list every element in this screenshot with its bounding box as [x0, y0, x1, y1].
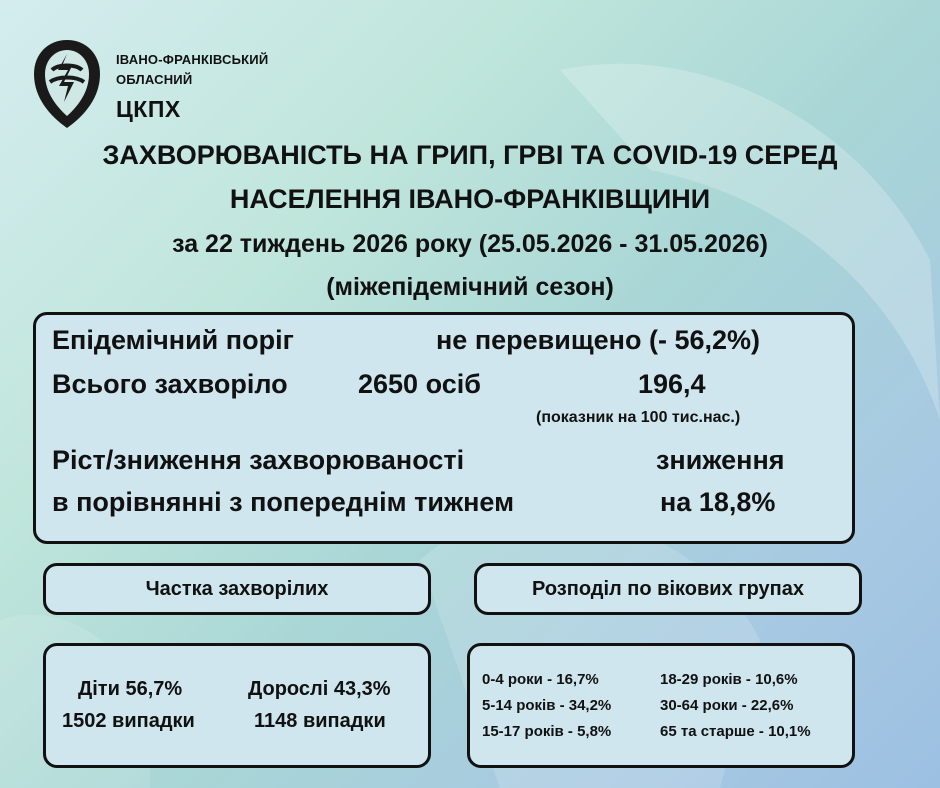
adults-cases: 1148 випадки [254, 710, 386, 732]
rate-note: (показник на 100 тис.нас.) [536, 409, 741, 426]
ages-header: Розподіл по вікових групах [474, 563, 862, 615]
age-group-15-17: 15-17 років - 5,8% [482, 723, 612, 740]
trend-value-2: на 18,8% [660, 487, 776, 517]
summary-panel [33, 312, 855, 544]
age-group-30-64: 30-64 роки - 22,6% [660, 697, 794, 714]
trend-label-2: в порівнянні з попереднім тижнем [52, 487, 515, 517]
logo-icon [28, 36, 106, 132]
children-cases: 1502 випадки [62, 710, 195, 732]
share-panel [43, 643, 431, 768]
adults-pct: Дорослі 43,3% [248, 678, 391, 700]
org-line-2: ОБЛАСНИЙ [116, 72, 193, 87]
trend-label-1: Ріст/зниження захворюваності [52, 445, 465, 475]
age-group-0-4: 0-4 роки - 16,7% [482, 671, 599, 688]
age-group-18-29: 18-29 років - 10,6% [660, 671, 798, 688]
age-group-5-14: 5-14 років - 34,2% [482, 697, 612, 714]
org-line-3: ЦКПХ [116, 96, 181, 122]
org-line-1: ІВАНО-ФРАНКІВСЬКИЙ [116, 52, 269, 67]
trend-value-1: зниження [656, 445, 785, 475]
age-group-65-plus: 65 та старше - 10,1% [660, 723, 811, 740]
total-count: 2650 осіб [358, 369, 481, 399]
organization-name [116, 50, 268, 123]
total-label: Всього захворіло [52, 369, 288, 399]
title-line-4: (міжепідемічний сезон) [326, 273, 614, 301]
rate-value: 196,4 [638, 369, 706, 399]
children-pct: Діти 56,7% [78, 678, 183, 700]
title-line-3: за 22 тиждень 2026 року (25.05.2026 - 31.05.2026) [172, 230, 768, 258]
title-line-1: ЗАХВОРЮВАНІСТЬ НА ГРИП, ГРВІ ТА COVID-19 СЕРЕД [102, 140, 838, 170]
title-line-2: НАСЕЛЕННЯ ІВАНО-ФРАНКІВЩИНИ [229, 184, 711, 214]
threshold-label: Епідемічний поріг [52, 325, 294, 355]
ages-panel [467, 643, 855, 768]
share-header: Частка захворілих [43, 563, 431, 615]
threshold-value: не перевищено (- 56,2%) [436, 325, 760, 355]
